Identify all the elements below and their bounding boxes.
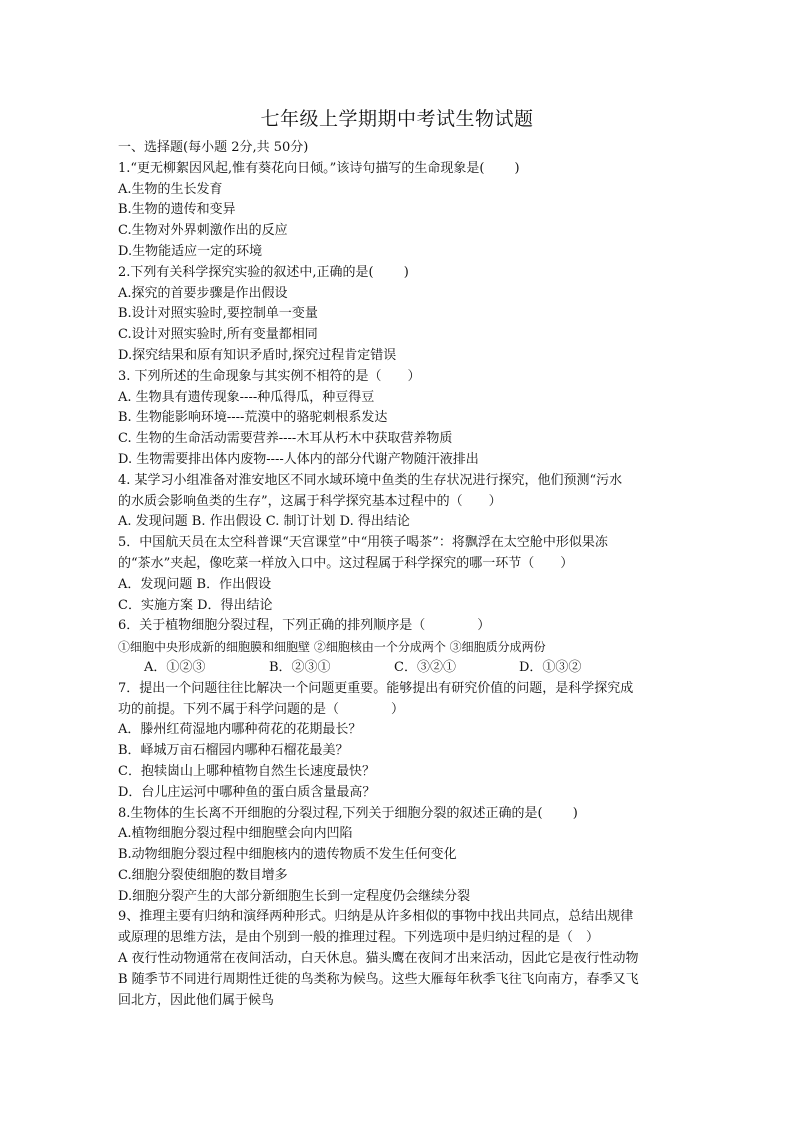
question-8-option-a: A.植物细胞分裂过程中细胞壁会向内凹陷 [118, 826, 353, 842]
question-2-option-d: D.探究结果和原有知识矛盾时,探究过程肯定错误 [118, 347, 397, 363]
question-6-option-a: A．①②③ [144, 659, 206, 675]
question-6-option-d: D．①③② [519, 659, 582, 675]
question-2-stem: 2.下列有关科学探究实验的叙述中,正确的是( ) [118, 264, 409, 280]
question-3-option-a: A. 生物具有遗传现象----种瓜得瓜，种豆得豆 [118, 389, 375, 405]
question-9-stem-line-1: 9、推理主要有归纳和演绎两种形式。归纳是从许多相似的事物中找出共同点，总结出规律 [118, 909, 634, 925]
question-7-option-c: C．抱犊崮山上哪种植物自然生长速度最快？ [118, 763, 375, 779]
question-1-option-a: A.生物的生长发育 [118, 181, 223, 197]
question-3-option-b: B. 生物能影响环境----荒漠中的骆驼刺根系发达 [118, 410, 388, 426]
question-5-options-line-1: A．发现问题 B．作出假设 [118, 576, 272, 592]
question-2-option-b: B.设计对照实验时,要控制单一变量 [118, 306, 318, 322]
question-3-stem: 3. 下列所述的生命现象与其实例不相符的是（ ） [118, 368, 421, 384]
question-7-option-d: D．台儿庄运河中哪种鱼的蛋白质含量最高？ [118, 784, 376, 800]
question-8-stem: 8.生物体的生长离不开细胞的分裂过程,下列关于细胞分裂的叙述正确的是( ) [118, 805, 578, 821]
question-6-stem: 6．关于植物细胞分裂过程，下列正确的排列顺序是（ ） [118, 618, 491, 634]
question-6-options [118, 658, 678, 679]
question-4-stem-line-1: 4. 某学习小组准备对淮安地区不同水域环境中鱼类的生存状况进行探究，他们预测“污水 [118, 472, 623, 488]
question-1-stem: 1.“更无柳絮因风起,惟有葵花向日倾。”该诗句描写的生命现象是( ) [118, 160, 520, 176]
question-9-option-b-line-2: 回北方，因此他们属于候鸟 [118, 992, 275, 1008]
question-7-option-b: B．峄城万亩石榴园内哪种石榴花最美？ [118, 743, 349, 759]
section-heading: 一、选择题(每小题 2分,共 50分) [118, 140, 309, 155]
question-3-option-d: D. 生物需要排出体内废物----人体内的部分代谢产物随汗液排出 [118, 451, 479, 467]
question-1-option-b: B.生物的遗传和变异 [118, 202, 236, 218]
question-5-stem-line-1: 5．中国航天员在太空科普课“天宫课堂”中“用筷子喝茶”：将飘浮在太空舱中形似果冻 [118, 535, 608, 551]
question-4-stem-line-2: 的水质会影响鱼类的生存”，这属于科学探究基本过程中的（ ） [118, 493, 502, 509]
question-6-option-b: B．②③① [269, 659, 331, 675]
question-9-option-a: A 夜行性动物通常在夜间活动，白天休息。猫头鹰在夜间才出来活动，因此它是夜行性动物 [118, 951, 639, 967]
question-7-stem-line-2: 功的前提。下列不属于科学问题的是（ ） [118, 701, 405, 717]
question-2-option-c: C.设计对照实验时,所有变量都相同 [118, 327, 318, 343]
question-9-option-b-line-1: B 随季节不同进行周期性迁徙的鸟类称为候鸟。这些大雁每年秋季飞往飞向南方，春季又飞 [118, 971, 639, 987]
question-7-stem-line-1: 7．提出一个问题往往比解决一个问题更重要。能够提出有研究价值的问题，是科学探究成 [118, 680, 634, 696]
question-5-stem-line-2: 的“茶水”夹起，像吃菜一样放入口中。这过程属于科学探究的哪一环节（ ） [118, 555, 574, 571]
question-3-option-c: C. 生物的生命活动需要营养----木耳从朽木中获取营养物质 [118, 431, 453, 447]
question-6-steps: ①细胞中央形成新的细胞膜和细胞壁 ②细胞核由一个分成两个 ③细胞质分成两份 [118, 640, 546, 655]
question-9-stem-line-2: 或原理的思维方法，是由个别到一般的推理过程。下列选项中是归纳过程的是（ ） [118, 930, 600, 946]
exam-content [118, 138, 678, 1011]
question-8-option-d: D.细胞分裂产生的大部分新细胞生长到一定程度仍会继续分裂 [118, 888, 471, 904]
question-8-option-b: B.动物细胞分裂过程中细胞核内的遗传物质不发生任何变化 [118, 847, 457, 863]
question-4-options: A. 发现问题 B. 作出假设 C. 制订计划 D. 得出结论 [118, 514, 410, 530]
question-6-option-c: C．③②① [394, 659, 456, 675]
question-1-option-c: C.生物对外界刺激作出的反应 [118, 223, 288, 239]
question-1-option-d: D.生物能适应一定的环境 [118, 243, 263, 259]
question-7-option-a: A．滕州红荷湿地内哪种荷花的花期最长？ [118, 722, 362, 738]
question-8-option-c: C.细胞分裂使细胞的数目增多 [118, 867, 288, 883]
exam-title: 七年级上学期期中考试生物试题 [260, 108, 534, 130]
question-5-options-line-2: C．实施方案 D．得出结论 [118, 597, 273, 613]
question-2-option-a: A.探究的首要步骤是作出假设 [118, 285, 288, 301]
